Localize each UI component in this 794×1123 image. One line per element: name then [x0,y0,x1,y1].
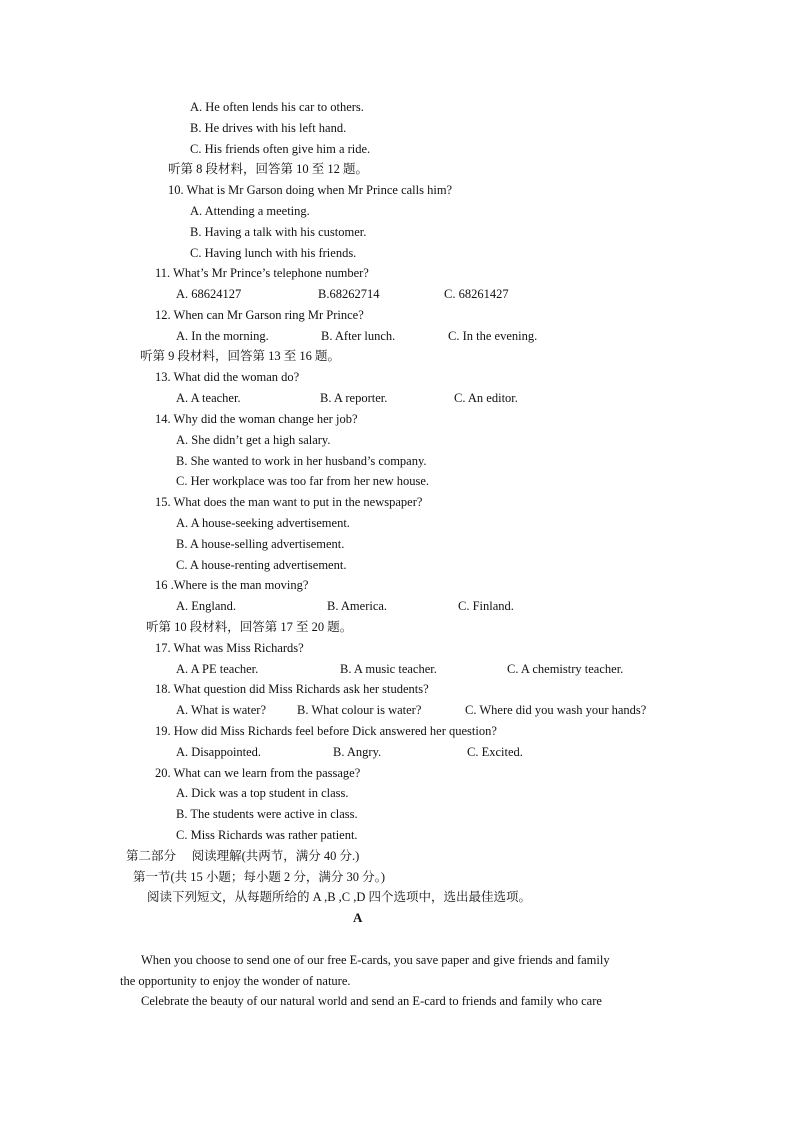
q14-option-c: C. Her workplace was too far from her new house. [176,474,430,488]
section8-heading: 听第 8 段材料，回答第 10 至 12 题。 [168,162,369,176]
q12-question: 12. When can Mr Garson ring Mr Prince? [155,308,364,322]
q17-option-c: C. A chemistry teacher. [507,662,624,676]
q14-question: 14. Why did the woman change her job? [155,412,358,426]
q10-option-b: B. Having a talk with his customer. [190,225,367,239]
q11-question: 11. What’s Mr Prince’s telephone number? [155,266,369,280]
passage-line-2: the opportunity to enjoy the wonder of nature. [120,974,351,988]
q13-option-b: B. A reporter. [320,391,388,405]
q19-question: 19. How did Miss Richards feel before Dick answered her question? [155,724,497,738]
q10-option-c: C. Having lunch with his friends. [190,246,357,260]
q15-option-a: A. A house-seeking advertisement. [176,516,350,530]
q10-option-a: A. Attending a meeting. [190,204,310,218]
q20-option-c: C. Miss Richards was rather patient. [176,828,358,842]
q20-option-a: A. Dick was a top student in class. [176,786,349,800]
q12-option-b: B. After lunch. [321,329,396,343]
q12-option-c: C. In the evening. [448,329,538,343]
passage-line-1: When you choose to send one of our free E-cards, you save paper and give friends and family [141,953,610,967]
q14-option-a: A. She didn’t get a high salary. [176,433,331,447]
q11-option-c: C. 68261427 [444,287,509,301]
q10-question: 10. What is Mr Garson doing when Mr Prince calls him? [168,183,453,197]
q12-option-a: A. In the morning. [176,329,269,343]
part2-instruction: 阅读下列短文，从每题所给的 A ,B ,C ,D 四个选项中，选出最佳选项。 [147,890,532,904]
q15-option-c: C. A house-renting advertisement. [176,558,347,572]
q16-option-c: C. Finland. [458,599,514,613]
q11-option-a: A. 68624127 [176,287,242,301]
q19-option-a: A. Disappointed. [176,745,262,759]
q15-question: 15. What does the man want to put in the newspaper? [155,495,423,509]
q19-option-b: B. Angry. [333,745,382,759]
q18-option-c: C. Where did you wash your hands? [465,703,647,717]
q9-option-b: B. He drives with his left hand. [190,121,347,135]
q9-option-a: A. He often lends his car to others. [190,100,364,114]
q17-question: 17. What was Miss Richards? [155,641,304,655]
section9-heading: 听第 9 段材料，回答第 13 至 16 题。 [140,349,341,363]
q9-option-c: C. His friends often give him a ride. [190,142,371,156]
q11-option-b: B.68262714 [318,287,380,301]
q20-question: 20. What can we learn from the passage? [155,766,361,780]
q13-option-c: C. An editor. [454,391,518,405]
q18-question: 18. What question did Miss Richards ask her students? [155,682,429,696]
q16-question: 16 .Where is the man moving? [155,578,309,592]
q16-option-a: A. England. [176,599,237,613]
q14-option-b: B. She wanted to work in her husband’s company. [176,454,427,468]
q13-option-a: A. A teacher. [176,391,241,405]
section10-heading: 听第 10 段材料，回答第 17 至 20 题。 [146,620,353,634]
q20-option-b: B. The students were active in class. [176,807,358,821]
q16-option-b: B. America. [327,599,388,613]
q17-option-a: A. A PE teacher. [176,662,259,676]
q17-option-b: B. A music teacher. [340,662,437,676]
part2-section1-heading: 第一节(共 15 小题；每小题 2 分，满分 30 分。) [133,870,386,884]
q19-option-c: C. Excited. [467,745,523,759]
q18-option-b: B. What colour is water? [297,703,422,717]
q15-option-b: B. A house-selling advertisement. [176,537,345,551]
q18-option-a: A. What is water? [176,703,267,717]
passage-line-3: Celebrate the beauty of our natural world and send an E-card to friends and family who care [141,994,602,1008]
passage-label: A [353,910,363,925]
q13-question: 13. What did the woman do? [155,370,300,384]
part2-heading: 第二部分 阅读理解(共两节，满分 40 分.) [126,849,360,863]
